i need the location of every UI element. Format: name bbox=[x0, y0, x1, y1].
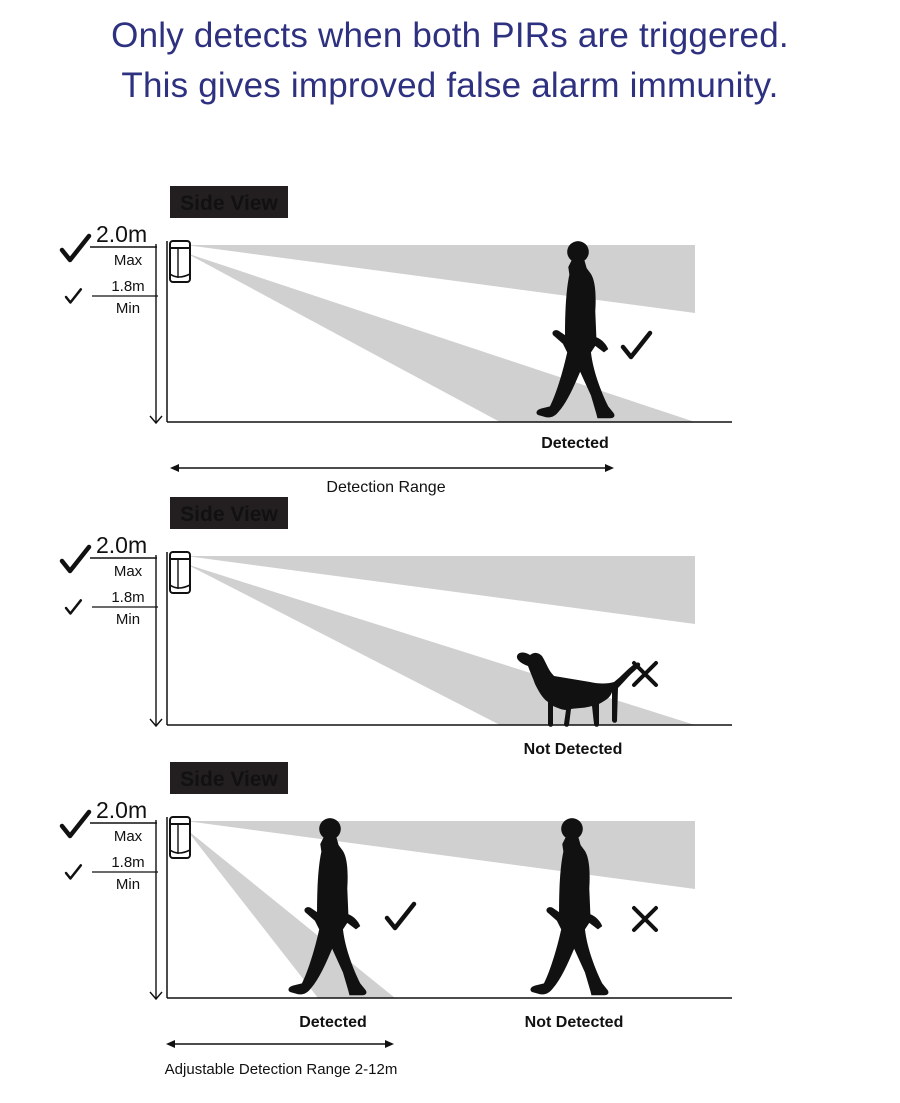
max-height-check-icon bbox=[62, 236, 89, 260]
upper-detection-beam bbox=[186, 821, 695, 889]
detected-check-icon bbox=[623, 333, 650, 357]
max-height-label: Max bbox=[113, 563, 143, 580]
min-height-label: Min bbox=[115, 611, 141, 628]
not-detected-cross-icon bbox=[634, 663, 656, 685]
pir-sensor-icon bbox=[170, 241, 190, 282]
side-view-title: Side View bbox=[180, 768, 278, 791]
detected-check-icon bbox=[387, 904, 414, 928]
headline-line-1: Only detects when both PIRs are triggered. bbox=[111, 16, 789, 55]
max-height-value: 2.0m bbox=[96, 797, 148, 823]
max-height-check-icon bbox=[62, 547, 89, 571]
min-height-check-icon bbox=[66, 865, 81, 878]
detection-range-label: Detection Range bbox=[326, 479, 446, 496]
max-height-label: Max bbox=[113, 252, 143, 269]
adjustable-range-label: Adjustable Detection Range 2-12m bbox=[164, 1061, 398, 1078]
lower-detection-beam bbox=[186, 829, 395, 998]
max-height-value: 2.0m bbox=[96, 221, 148, 247]
pir-sensor-icon bbox=[170, 552, 190, 593]
min-height-label: Min bbox=[115, 300, 141, 317]
result-label-not-detected: Not Detected bbox=[524, 1014, 624, 1031]
min-height-check-icon bbox=[66, 289, 81, 302]
side-view-title: Side View bbox=[180, 192, 278, 215]
pir-sensor-icon bbox=[170, 817, 190, 858]
adjustable-range-arrow bbox=[166, 1040, 394, 1048]
not-detected-cross-icon bbox=[634, 908, 656, 930]
min-height-value: 1.8m bbox=[111, 589, 145, 606]
max-height-check-icon bbox=[62, 812, 89, 836]
side-view-panel bbox=[90, 497, 732, 726]
result-label-detected: Detected bbox=[541, 435, 609, 452]
headline-line-2: This gives improved false alarm immunity. bbox=[121, 66, 779, 105]
min-height-label: Min bbox=[115, 876, 141, 893]
result-label-detected: Detected bbox=[299, 1014, 367, 1031]
min-height-value: 1.8m bbox=[111, 854, 145, 871]
min-height-check-icon bbox=[66, 600, 81, 613]
side-view-panel bbox=[90, 762, 732, 999]
detection-range-arrow bbox=[170, 464, 614, 472]
max-height-value: 2.0m bbox=[96, 532, 148, 558]
max-height-label: Max bbox=[113, 828, 143, 845]
min-height-value: 1.8m bbox=[111, 278, 145, 295]
side-view-title: Side View bbox=[180, 503, 278, 526]
result-label-not-detected: Not Detected bbox=[523, 741, 623, 758]
side-view-panel bbox=[90, 186, 732, 423]
